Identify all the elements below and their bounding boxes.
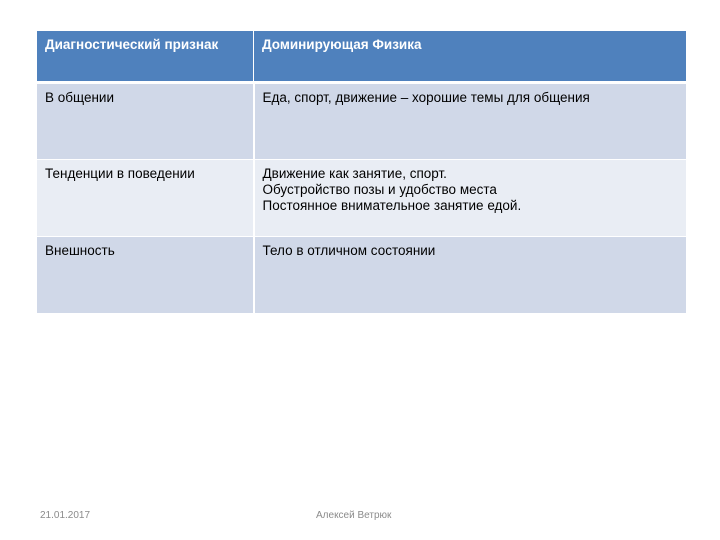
- footer-date: 21.01.2017: [40, 510, 91, 521]
- row-value-line: Обустройство позы и удобство места: [262, 182, 497, 197]
- header-cell-diagnostic-sign: Диагностический признак: [37, 31, 254, 83]
- row-value-line: Постоянное внимательное занятие едой.: [262, 198, 522, 213]
- row-label: Тенденции в поведении: [37, 160, 254, 237]
- footer-author: Алексей Ветрюк: [316, 510, 392, 521]
- row-value: [254, 237, 687, 314]
- comparison-table: [36, 30, 687, 314]
- table-row: [37, 237, 687, 314]
- row-label: Внешность: [37, 237, 254, 314]
- table-row: [37, 83, 687, 160]
- table-body: [37, 83, 687, 314]
- row-value-line: Тело в отличном состоянии: [262, 243, 436, 258]
- header-cell-dominant-physics: Доминирующая Физика: [254, 31, 687, 83]
- row-value-line: Движение как занятие, спорт.: [262, 166, 447, 181]
- header-row: [37, 31, 687, 83]
- row-value: [254, 160, 687, 237]
- row-label: В общении: [37, 83, 254, 160]
- table-header: [37, 31, 687, 83]
- row-value-line: Еда, спорт, движение – хорошие темы для общения: [262, 90, 590, 105]
- table-row: [37, 160, 687, 237]
- row-value: [254, 83, 687, 160]
